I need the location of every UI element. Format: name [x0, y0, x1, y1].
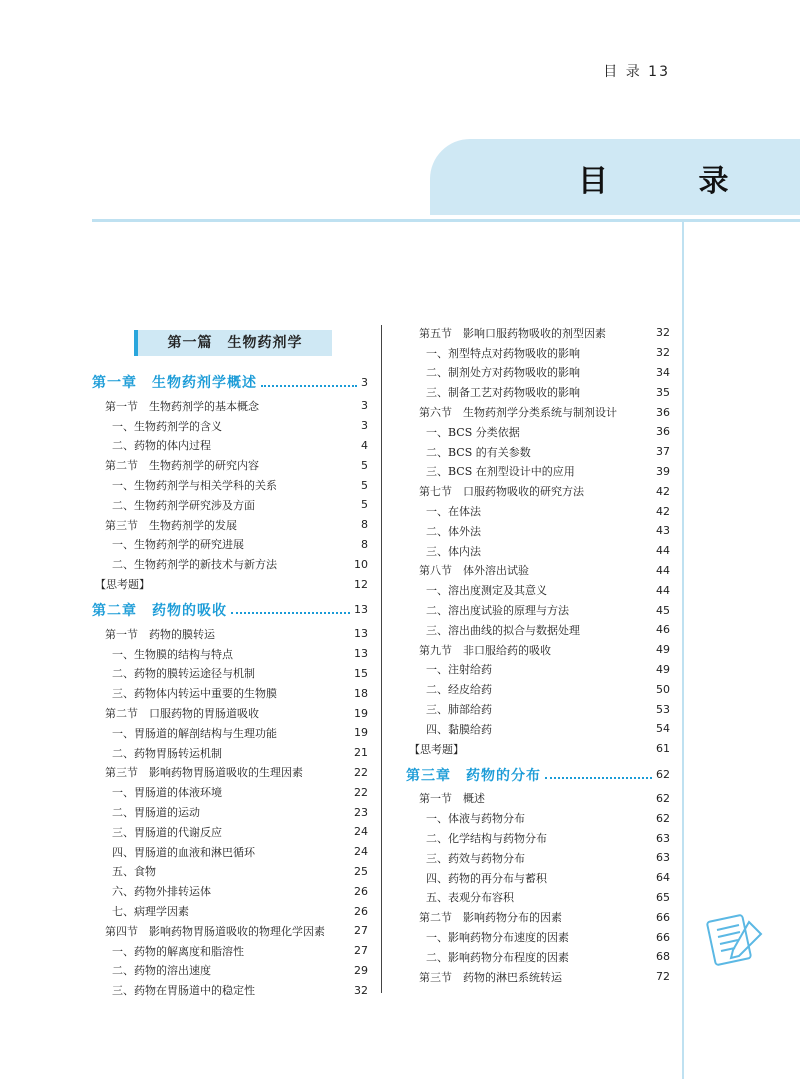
toc-entry-label: 三、肺部给药: [426, 703, 492, 717]
toc-page-number: 62: [656, 811, 670, 825]
toc-section: [92, 455, 368, 475]
toc-entry-label: 七、病理学因素: [112, 905, 189, 919]
toc-entry-label: 六、药物外排转运体: [112, 885, 211, 899]
toc-item: [406, 580, 670, 600]
toc-entry-label: 一、剂型特点对药物吸收的影响: [426, 346, 580, 360]
toc-entry-label: 一、BCS 分类依据: [426, 425, 520, 439]
toc-page-number: 3: [361, 399, 368, 413]
toc-page-number: 27: [354, 944, 368, 958]
toc-item: [406, 343, 670, 363]
toc-item: [406, 422, 670, 442]
toc-entry-label: 一、胃肠道的体液环境: [112, 786, 222, 800]
toc-page-number: 25: [354, 864, 368, 878]
toc-page-number: 46: [656, 623, 670, 637]
toc-page-number: 22: [354, 765, 368, 779]
toc-item: [92, 535, 368, 555]
toc-entry-label: 三、药效与药物分布: [426, 851, 525, 865]
toc-item: [92, 881, 368, 901]
toc-entry-label: 一、影响药物分布速度的因素: [426, 931, 569, 944]
toc-entry-label: 二、药物胃肠转运机制: [112, 746, 222, 760]
toc-section: [406, 323, 670, 343]
toc-page-number: 10: [354, 557, 368, 571]
toc-entry-label: 一、生物药剂学的研究进展: [112, 538, 244, 552]
toc-item: [92, 901, 368, 921]
toc-item: [406, 947, 670, 967]
toc-entry-label: 一、溶出度测定及其意义: [426, 584, 547, 598]
toc-section: [92, 703, 368, 723]
toc-item: [92, 683, 368, 703]
toc-item: [406, 828, 670, 848]
toc-item: [406, 541, 670, 561]
toc-section: [92, 396, 368, 416]
toc-entry-label: 二、胃肠道的运动: [112, 806, 200, 820]
toc-entry-label: 一、在体法: [426, 505, 481, 519]
toc-item: [406, 679, 670, 699]
toc-chapter: [92, 598, 368, 622]
toc-page-number: 19: [354, 726, 368, 740]
toc-item: [406, 442, 670, 462]
toc-page-number: 13: [354, 627, 368, 641]
toc-section: [406, 640, 670, 660]
toc-item: [92, 802, 368, 822]
toc-item: [92, 980, 368, 1000]
toc-entry-label: 五、表观分布容积: [426, 891, 514, 905]
toc-section: [406, 907, 670, 927]
toc-entry-label: 一、生物药剂学的含义: [112, 419, 222, 433]
toc-entry-label: 二、药物的膜转运途径与机制: [112, 667, 255, 681]
toc-item: [406, 620, 670, 640]
toc-entry-label: 四、胃肠道的血液和淋巴循环: [112, 845, 255, 859]
toc-entry-label: 第四节 影响药物胃肠道吸收的物理化学因素: [105, 924, 325, 938]
toc-entry-label: 第七节 口服药物吸收的研究方法: [419, 485, 584, 499]
toc-entry-label: 三、胃肠道的代谢反应: [112, 825, 222, 839]
toc-entry-label: 三、制备工艺对药物吸收的影响: [426, 386, 580, 400]
toc-page-number: 24: [354, 845, 368, 859]
toc-entry-label: 四、药物的再分布与蓄积: [426, 871, 547, 885]
toc-page-number: 12: [354, 577, 368, 591]
toc-page-number: 36: [656, 405, 670, 419]
toc-page-number: 24: [354, 825, 368, 839]
toc-entry-label: 第五节 影响口服药物吸收的剂型因素: [419, 326, 606, 340]
toc-page-number: 35: [656, 385, 670, 399]
toc-page-number: 19: [354, 706, 368, 720]
toc-page-number: 4: [361, 438, 368, 452]
toc-section: [92, 921, 368, 941]
toc-entry-label: 二、经皮给药: [426, 683, 492, 697]
toc-entry-label: 二、体外法: [426, 524, 481, 538]
toc-page-number: 44: [656, 583, 670, 597]
toc-entry-label: 二、化学结构与药物分布: [426, 832, 547, 846]
toc-item: [406, 699, 670, 719]
toc-page-number: 61: [656, 742, 670, 756]
leader-dots: [231, 605, 350, 614]
toc-page-number: 53: [656, 702, 670, 716]
toc-page-number: 72: [656, 970, 670, 984]
toc-item: [92, 664, 368, 684]
toc-entry-label: 一、药物的解离度和脂溶性: [112, 944, 244, 958]
toc-item: [406, 868, 670, 888]
toc-entry-label: 第二节 生物药剂学的研究内容: [105, 459, 259, 473]
toc-entry-label: 第二节 口服药物的胃肠道吸收: [105, 707, 259, 721]
toc-page-number: 42: [656, 504, 670, 518]
toc-item: [92, 862, 368, 882]
toc-section: [406, 789, 670, 809]
toc-page-number: 63: [656, 831, 670, 845]
toc-page-number: 66: [656, 930, 670, 944]
toc-think: [406, 739, 670, 759]
toc-page-number: 5: [361, 498, 368, 512]
toc-entry-label: 一、注射给药: [426, 663, 492, 677]
toc-page-number: 21: [354, 746, 368, 760]
toc-entry-label: 二、影响药物分布程度的因素: [426, 950, 569, 964]
toc-page-number: 54: [656, 722, 670, 736]
toc-entry-label: 一、生物药剂学与相关学科的关系: [112, 479, 277, 493]
toc-page-number: 43: [656, 524, 670, 538]
toc-page-number: 49: [656, 643, 670, 657]
toc-item: [92, 436, 368, 456]
toc-entry-label: 二、生物药剂学研究涉及方面: [112, 498, 255, 512]
toc-entry-label: 第六节 生物药剂学分类系统与制剂设计: [419, 406, 617, 420]
toc-page-number: 32: [656, 326, 670, 340]
toc-entry-label: 第二章 药物的吸收: [92, 602, 227, 619]
toc-item: [406, 888, 670, 908]
toc-entry-label: 二、生物药剂学的新技术与新方法: [112, 558, 277, 572]
toc-right-column: [406, 323, 670, 987]
toc-page-number: 44: [656, 563, 670, 577]
toc-item: [92, 495, 368, 515]
toc-entry-label: 一、生物膜的结构与特点: [112, 647, 233, 661]
toc-section: [92, 624, 368, 644]
toc-page-number: 3: [361, 375, 368, 389]
toc-item: [406, 808, 670, 828]
toc-chapter: [406, 763, 670, 787]
toc-entry-label: 二、药物的体内过程: [112, 439, 211, 453]
toc-item: [406, 501, 670, 521]
toc-item: [92, 416, 368, 436]
toc-entry-label: 一、体液与药物分布: [426, 812, 525, 826]
toc-chapter: [92, 370, 368, 394]
toc-entry-label: 第三节 影响药物胃肠道吸收的生理因素: [105, 766, 303, 780]
toc-entry-label: 第二节 影响药物分布的因素: [419, 911, 562, 925]
toc-entry-label: 四、黏膜给药: [426, 722, 492, 736]
toc-page-number: 27: [354, 924, 368, 938]
toc-item: [92, 842, 368, 862]
toc-page-number: 32: [656, 346, 670, 360]
toc-item: [406, 462, 670, 482]
toc-left-column: [92, 330, 368, 1000]
toc-page-number: 3: [361, 419, 368, 433]
toc-page-number: 50: [656, 682, 670, 696]
toc-entry-label: 一、胃肠道的解剖结构与生理功能: [112, 726, 277, 740]
toc-item: [92, 782, 368, 802]
part-banner: 第一篇 生物药剂学: [134, 330, 332, 356]
toc-page-number: 5: [361, 478, 368, 492]
toc-entry-label: 第一节 概述: [419, 792, 485, 806]
running-head: 目 录 13: [603, 64, 670, 80]
toc-page-number: 26: [354, 904, 368, 918]
toc-page-number: 39: [656, 464, 670, 478]
column-divider: [381, 325, 382, 993]
toc-section: [92, 515, 368, 535]
toc-item: [92, 743, 368, 763]
toc-entry-label: 二、药物的溶出速度: [112, 964, 211, 978]
toc-entry-label: 五、食物: [112, 865, 156, 879]
toc-page-number: 23: [354, 805, 368, 819]
toc-page-number: 13: [354, 647, 368, 661]
toc-page-number: 29: [354, 963, 368, 977]
toc-page-number: 13: [354, 603, 368, 617]
toc-item: [92, 822, 368, 842]
toc-entry-label: 【思考题】: [409, 742, 464, 756]
toc-item: [406, 363, 670, 383]
toc-entry-label: 三、药物在胃肠道中的稳定性: [112, 984, 255, 998]
leader-dots: [545, 770, 652, 779]
toc-page-number: 22: [354, 785, 368, 799]
toc-page-number: 8: [361, 537, 368, 551]
toc-entry-label: 二、溶出度试验的原理与方法: [426, 604, 569, 618]
leader-dots: [261, 378, 357, 387]
toc-item: [406, 848, 670, 868]
page-title: 目 录: [578, 164, 769, 199]
right-margin-rule: [682, 219, 684, 1079]
toc-page-number: 49: [656, 662, 670, 676]
toc-entry-label: 第一章 生物药剂学概述: [92, 375, 257, 391]
toc-page-number: 62: [656, 768, 670, 782]
toc-entry-label: 第三节 生物药剂学的发展: [105, 518, 237, 532]
toc-page-number: 26: [354, 884, 368, 898]
toc-entry-label: 【思考题】: [95, 578, 150, 592]
toc-entry-label: 二、制剂处方对药物吸收的影响: [426, 366, 580, 380]
toc-entry-label: 三、BCS 在剂型设计中的应用: [426, 465, 575, 479]
toc-item: [406, 719, 670, 739]
toc-page-number: 5: [361, 458, 368, 472]
toc-item: [92, 941, 368, 961]
toc-page-number: 64: [656, 871, 670, 885]
toc-page-number: 42: [656, 484, 670, 498]
toc-page-number: 37: [656, 445, 670, 459]
toc-page-number: 36: [656, 425, 670, 439]
toc-page-number: 65: [656, 890, 670, 904]
toc-item: [406, 600, 670, 620]
toc-item: [92, 723, 368, 743]
toc-entry-label: 第一节 生物药剂学的基本概念: [105, 399, 259, 413]
toc-entry-label: 三、体内法: [426, 544, 481, 558]
toc-entry-label: 三、溶出曲线的拟合与数据处理: [426, 623, 580, 637]
toc-page-number: 32: [354, 983, 368, 997]
toc-item: [406, 660, 670, 680]
toc-item: [406, 382, 670, 402]
toc-item: [92, 644, 368, 664]
toc-item: [406, 521, 670, 541]
toc-page-number: 44: [656, 544, 670, 558]
toc-page-number: 34: [656, 365, 670, 379]
toc-item: [92, 961, 368, 981]
toc-item: [406, 927, 670, 947]
toc-item: [92, 475, 368, 495]
toc-page-number: 63: [656, 851, 670, 865]
toc-page-number: 8: [361, 518, 368, 532]
toc-page-number: 45: [656, 603, 670, 617]
toc-page-number: 18: [354, 686, 368, 700]
toc-entry-label: 第三节 药物的淋巴系统转运: [419, 970, 562, 984]
toc-entry-label: 第一节 药物的膜转运: [105, 627, 215, 641]
toc-page-number: 62: [656, 791, 670, 805]
toc-section: [406, 967, 670, 987]
toc-section: [92, 763, 368, 783]
toc-page-number: 68: [656, 950, 670, 964]
toc-entry-label: 第九节 非口服给药的吸收: [419, 643, 551, 657]
toc-section: [406, 481, 670, 501]
toc-section: [406, 561, 670, 581]
toc-entry-label: 第八节 体外溶出试验: [419, 564, 529, 578]
toc-entry-label: 三、药物体内转运中重要的生物膜: [112, 687, 277, 701]
toc-page-number: 66: [656, 910, 670, 924]
toc-page-number: 15: [354, 666, 368, 680]
toc-item: [92, 554, 368, 574]
toc-section: [406, 402, 670, 422]
toc-entry-label: 第三章 药物的分布: [406, 767, 541, 784]
toc-think: [92, 574, 368, 594]
toc-entry-label: 二、BCS 的有关参数: [426, 445, 531, 459]
notebook-pen-icon: [705, 908, 767, 970]
header-rule: [92, 219, 800, 222]
